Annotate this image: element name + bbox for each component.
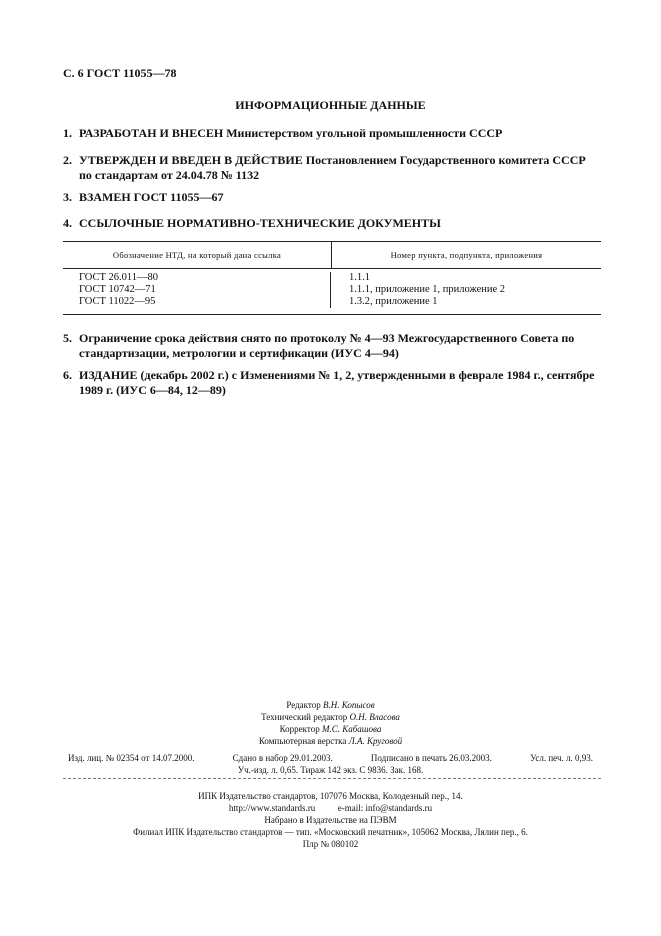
print-info-row-2: Уч.-изд. л. 0,65. Тираж 142 экз. С 9836. Зак. 168. <box>237 765 424 775</box>
column-header-document: Обозначение НТД, на который дана ссылка <box>63 242 332 268</box>
imprint-editor <box>0 699 661 711</box>
item-number: 4. <box>63 216 72 230</box>
item-text: (декабрь 2002 г.) с Изменениями № 1, 2, утвержденными в феврале 1984 г., сентябре 1989 г. (ИУС 6—84, 12—89) <box>79 368 595 397</box>
column-header-clause: Номер пункта, подпункта, приложения <box>390 250 543 260</box>
info-item-2 <box>63 153 601 183</box>
imprint-corrector <box>0 723 661 735</box>
layout-name: Л.А. Круговой <box>348 736 403 746</box>
table-cell-clause: 1.3.2, приложение 1 <box>349 296 438 307</box>
corrector-name: М.С. Кабашова <box>321 724 382 734</box>
item-text: Министерством угольной промышленности СССР <box>223 126 503 140</box>
table-cell-doc: ГОСТ 11022—95 <box>79 296 156 307</box>
printer-address: Филиал ИПК Издательство стандартов — тип. «Московский печатник», 105062 Москва, Лялин пер., 6. <box>133 827 528 837</box>
table-header <box>63 242 601 269</box>
item-caps: УТВЕРЖДЕН И ВВЕДЕН В ДЕЙСТВИЕ <box>79 153 303 167</box>
item-caps: РАЗРАБОТАН И ВНЕСЕН <box>79 126 224 140</box>
print-sheets: Усл. печ. л. 0,93. <box>530 753 593 763</box>
item-caps: ССЫЛОЧНЫЕ НОРМАТИВНО-ТЕХНИЧЕСКИЕ ДОКУМЕНТЫ <box>79 216 441 230</box>
item-text: Постановлением Государственного комитета СССР по стандартам от 24.04.78 № 1132 <box>79 153 586 182</box>
table-cell-doc: ГОСТ 10742—71 <box>79 284 156 295</box>
info-item-1 <box>63 126 601 141</box>
reference-documents-table <box>63 241 601 315</box>
item-number: 6. <box>63 368 72 382</box>
typeset-date: Сдано в набор 29.01.2003. <box>232 753 333 763</box>
publisher-address: ИПК Издательство стандартов, 107076 Москва, Колодезный пер., 14. <box>198 791 463 801</box>
signed-date: Подписано в печать 26.03.2003. <box>370 753 492 763</box>
divider <box>63 778 601 779</box>
editor-name: В.Н. Копысов <box>323 700 375 710</box>
imprint-tech-editor <box>0 711 661 723</box>
info-item-6 <box>63 368 601 398</box>
table-body <box>63 269 601 314</box>
info-item-3 <box>63 190 601 205</box>
corrector-label: Корректор <box>279 724 322 734</box>
item-number: 5. <box>63 331 72 345</box>
item-text: Ограничение срока действия снято по протоколу № 4—93 Межгосударственного Совета по стандартизации, метрологии и сертификации (ИУС 4—94) <box>79 331 575 360</box>
imprint-layout <box>0 735 661 747</box>
tech-editor-name: О.Н. Власова <box>349 712 400 722</box>
item-number: 3. <box>63 190 72 204</box>
document-title: ИНФОРМАЦИОННЫЕ ДАННЫЕ <box>235 98 426 112</box>
license-info: Изд. лиц. № 02354 от 14.07.2000. <box>68 753 195 763</box>
table-cell-clause: 1.1.1, приложение 1, приложение 2 <box>349 284 506 295</box>
info-item-4 <box>63 216 601 231</box>
table-cell-clause: 1.1.1 <box>349 272 370 283</box>
publisher-typeset-note: Набрано в Издательстве на ПЭВМ <box>264 815 397 825</box>
info-item-5 <box>63 331 601 361</box>
publisher-contacts: http://www.standards.ru e-mail: info@standards.ru <box>228 803 433 813</box>
item-number: 2. <box>63 153 72 167</box>
license-number: Плр № 080102 <box>302 839 359 849</box>
editor-label: Редактор <box>286 700 323 710</box>
item-caps: ВЗАМЕН ГОСТ 11055—67 <box>79 190 224 204</box>
item-caps: ИЗДАНИЕ <box>79 368 138 382</box>
layout-label: Компьютерная верстка <box>258 736 349 746</box>
page-header: С. 6 ГОСТ 11055—78 <box>63 66 177 80</box>
table-cell-doc: ГОСТ 26.011—80 <box>79 272 159 283</box>
print-info-row <box>68 752 593 764</box>
item-number: 1. <box>63 126 72 140</box>
tech-editor-label: Технический редактор <box>261 712 350 722</box>
